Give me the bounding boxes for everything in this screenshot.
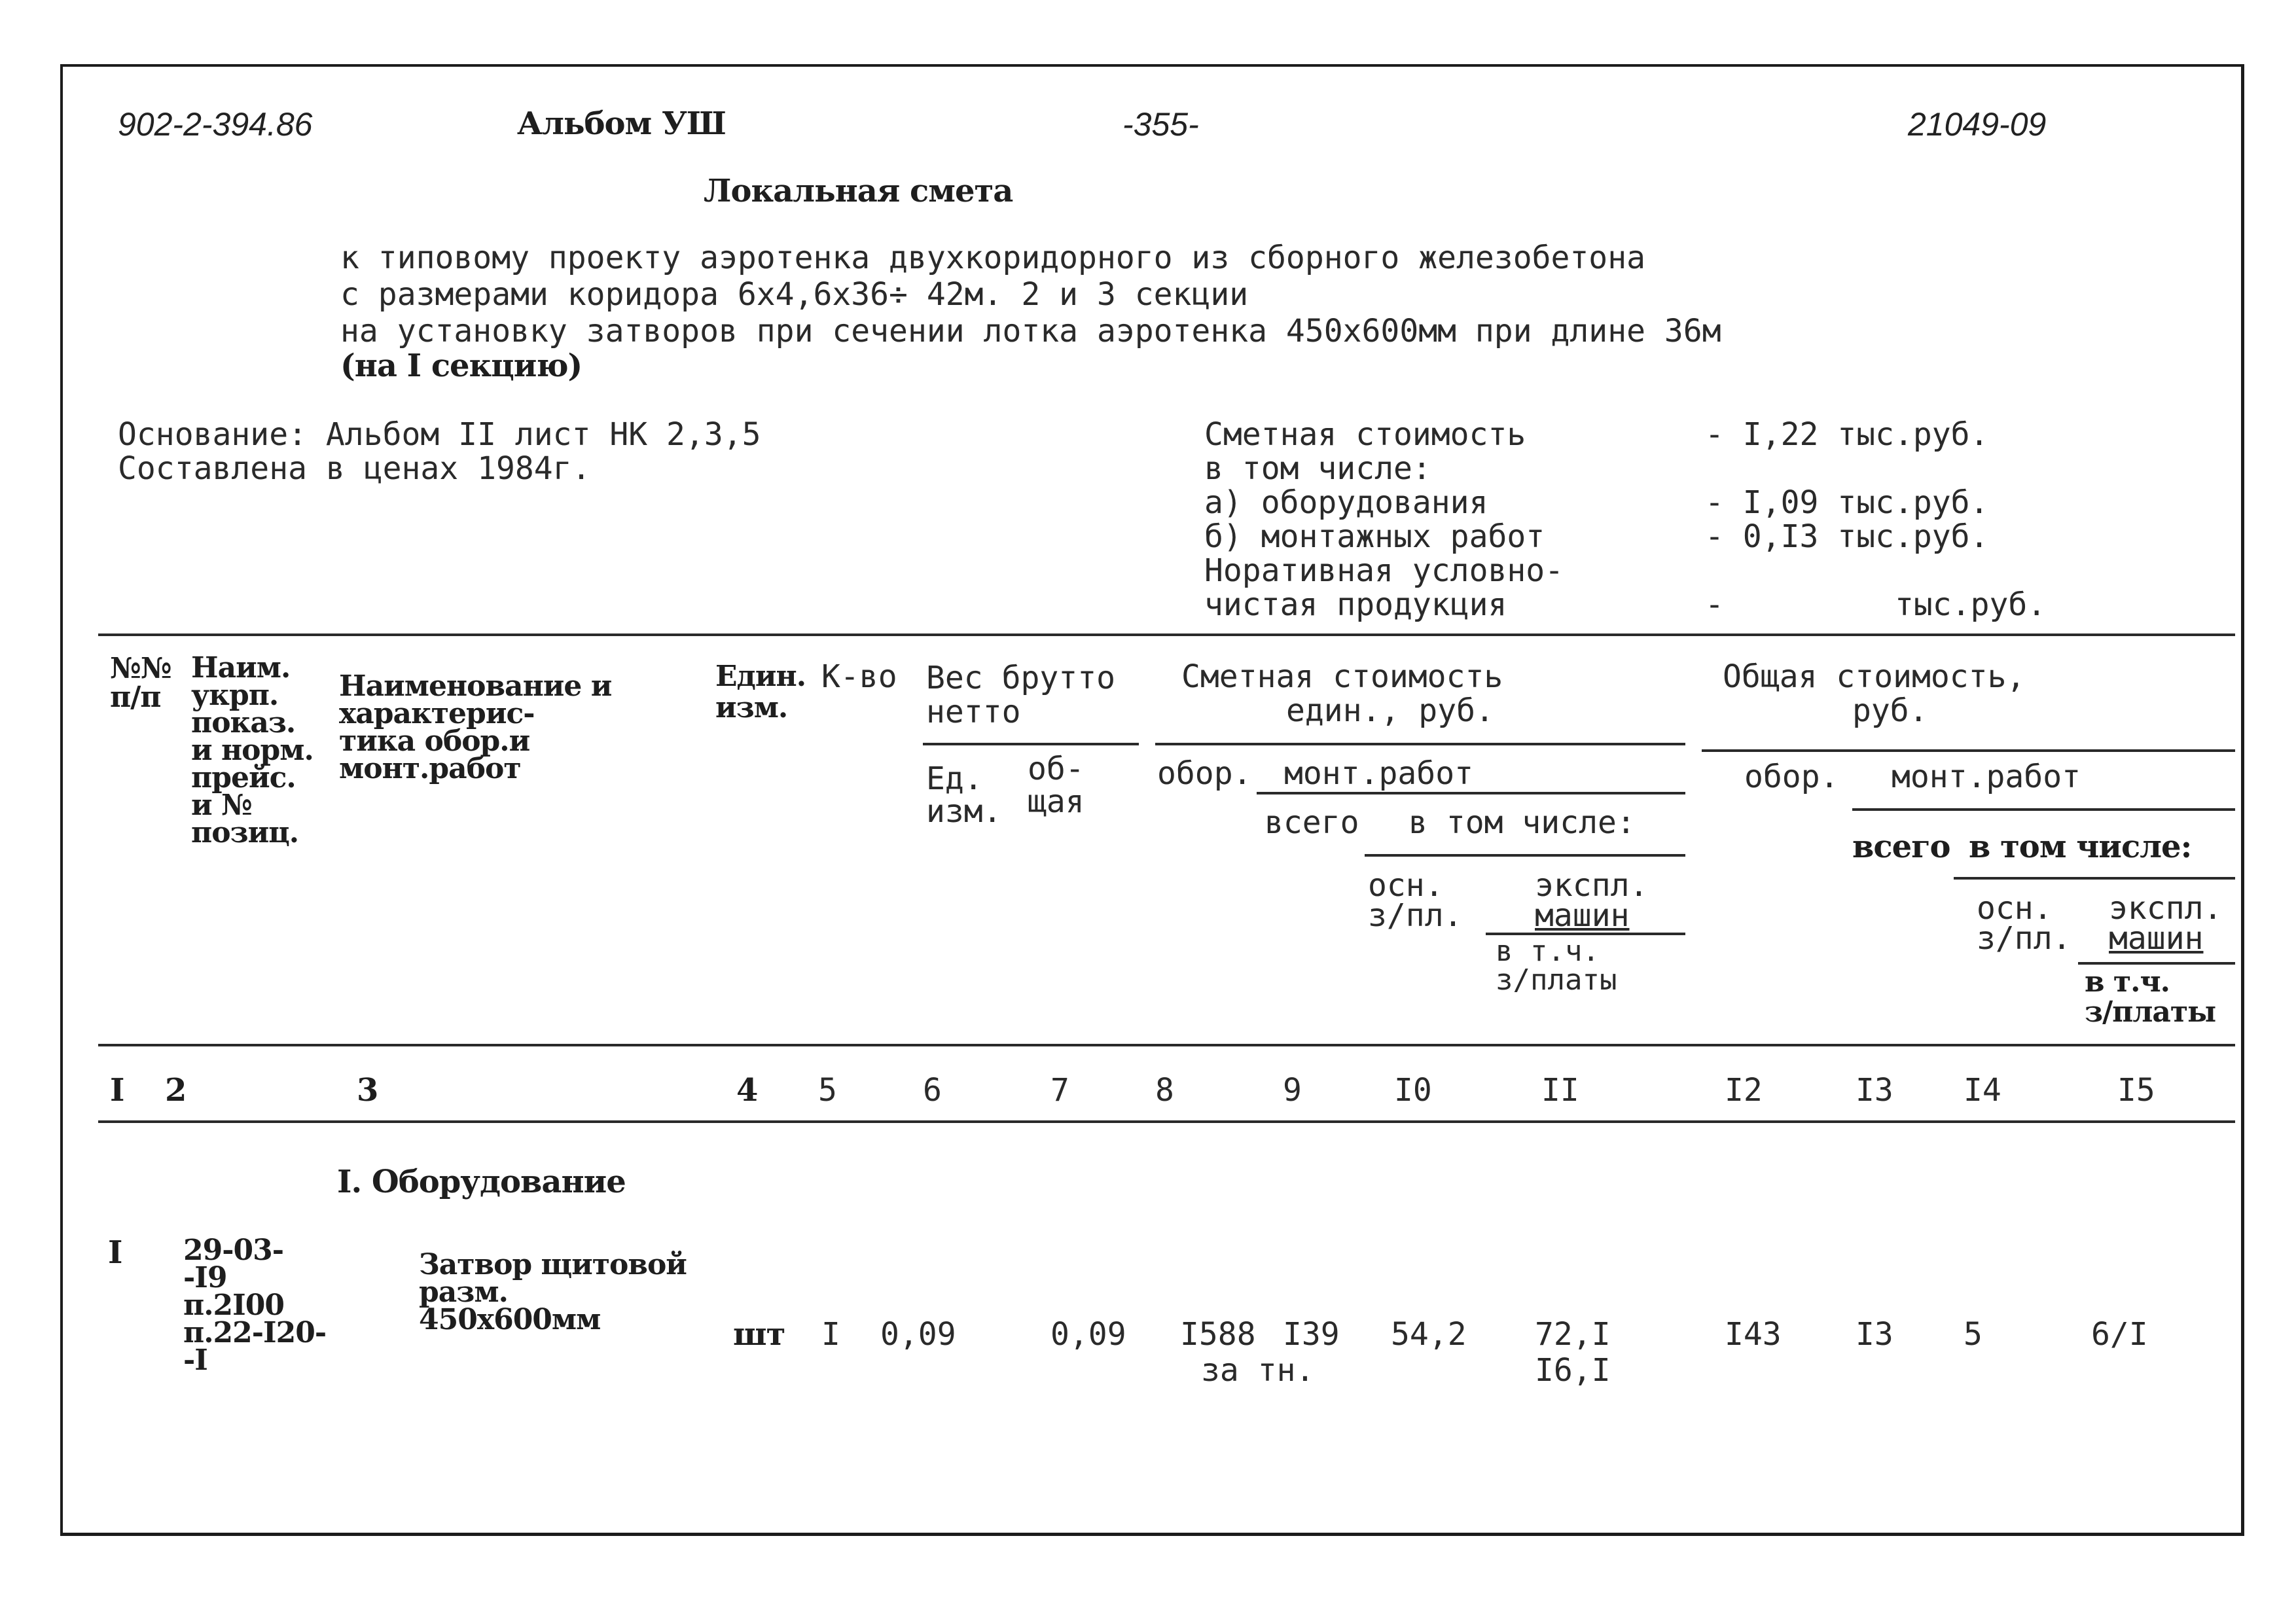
col-num-1: I <box>110 1072 124 1109</box>
row-col-13: I3 <box>1856 1316 1893 1353</box>
cost-incl-label: в том числе: <box>1204 450 1431 487</box>
col-num-2: 2 <box>165 1072 187 1109</box>
col-num-12: I2 <box>1725 1072 1763 1109</box>
normative-unit: тыс.руб. <box>1895 586 2047 623</box>
col-5-header: К-во <box>821 658 897 695</box>
total-cost-group-rule <box>1702 749 2235 752</box>
unit-mont-rule <box>1257 792 1685 794</box>
total-osn-header: осн. з/пл. <box>1977 890 2072 957</box>
unit-cost-header-2: един., руб. <box>1286 692 1494 729</box>
unit-ekspl-header: экспл. машин <box>1535 867 1649 934</box>
total-mont-rule <box>1852 808 2235 811</box>
col-num-6: 6 <box>923 1072 942 1109</box>
title-line-3: на установку затворов при сечении лотка аэротенка 450х600мм при длине 36м <box>340 313 1721 349</box>
unit-vsego-header: всего <box>1265 804 1359 841</box>
col-num-5: 5 <box>818 1072 837 1109</box>
col-num-9: 9 <box>1283 1072 1302 1109</box>
col-2-header: Наим. укрп. показ. и норм. прейс. и № позиц. <box>191 651 314 849</box>
cost-installation-label: б) монтажных работ <box>1204 518 1545 555</box>
total-cost-header-2: руб. <box>1852 692 1928 729</box>
table-top-rule <box>98 633 2235 636</box>
unit-incl-header: в том числе: <box>1408 804 1636 841</box>
col-num-10: I0 <box>1394 1072 1432 1109</box>
unit-incl-rule <box>1365 854 1685 857</box>
row-col-14: 5 <box>1964 1316 1982 1353</box>
normative-dash: - <box>1705 586 1724 623</box>
col-num-8: 8 <box>1155 1072 1174 1109</box>
total-incl-header: в том числе: <box>1969 829 2192 865</box>
normative-label-1: Норативная условно- <box>1204 552 1564 589</box>
total-incl-rule <box>1954 877 2235 880</box>
total-vsego-header: всего <box>1852 829 1950 865</box>
cost-total-value: - I,22 тыс.руб. <box>1705 416 1989 453</box>
col-7-header: об- щая <box>1028 751 1085 820</box>
section-heading: I. Оборудование <box>337 1164 626 1200</box>
row-unit: шт <box>733 1316 785 1353</box>
row-weight-total: 0,09 <box>1050 1316 1126 1353</box>
total-mont-header: монт.работ <box>1892 758 2081 795</box>
basis-line-2: Составлена в ценах 1984г. <box>118 450 591 487</box>
col-num-4: 4 <box>736 1072 758 1109</box>
weight-group-header: Вес брутто нетто <box>926 660 1115 730</box>
col-num-11: II <box>1541 1072 1579 1109</box>
total-ekspl-header: экспл. машин <box>2109 890 2223 957</box>
cost-total-label: Сметная стоимость <box>1204 416 1526 453</box>
basis-line-1: Основание: Альбом II лист НК 2,3,5 <box>118 416 761 453</box>
col-4-header: Един. изм. <box>715 660 806 724</box>
title-line-4: (на I секцию) <box>340 348 583 384</box>
row-weight-unit: 0,09 <box>880 1316 956 1353</box>
unit-mont-header: монт.работ <box>1284 755 1473 792</box>
col-num-15: I5 <box>2117 1072 2155 1109</box>
cost-installation-value: - 0,I3 тыс.руб. <box>1705 518 1989 555</box>
row-col-9: I39 <box>1283 1316 1340 1353</box>
row-col-10: 54,2 <box>1391 1316 1467 1353</box>
header-bottom-rule <box>98 1044 2235 1046</box>
row-col-11-sub: I6,I <box>1535 1352 1611 1389</box>
title-line-1: к типовому проекту аэротенка двухкоридорного из сборного железобетона <box>340 240 1645 276</box>
row-col-8: I588 <box>1180 1316 1256 1353</box>
col-num-7: 7 <box>1050 1072 1069 1109</box>
cost-equipment-label: а) оборудования <box>1204 484 1488 521</box>
unit-osn-header: осн. з/пл. <box>1368 867 1463 934</box>
row-col-8-note: за тн. <box>1201 1352 1315 1389</box>
doc-number: 21049-09 <box>1908 106 2047 143</box>
album-label: Альбом УШ <box>517 105 726 142</box>
col-num-14: I4 <box>1964 1072 2001 1109</box>
column-numbers-rule <box>98 1120 2235 1123</box>
project-code: 902-2-394.86 <box>118 106 313 143</box>
document-title: Локальная смета <box>704 173 1013 209</box>
unit-cost-group-rule <box>1155 743 1685 745</box>
total-vtch-header: в т.ч. з/платы <box>2085 965 2216 1029</box>
page-number: -355- <box>1122 106 1199 143</box>
total-obor-header: обор. <box>1744 758 1839 795</box>
col-num-3: 3 <box>357 1072 378 1109</box>
unit-cost-header-1: Сметная стоимость <box>1181 658 1503 695</box>
row-number: I <box>108 1234 122 1271</box>
row-col-11: 72,I <box>1535 1316 1611 1353</box>
col-num-13: I3 <box>1856 1072 1893 1109</box>
row-norm-code: 29-03- -I9 п.2I00 п.22-I20- -I <box>183 1234 327 1377</box>
col-3-header: Наименование и характерис- тика обор.и монт.работ <box>339 669 612 785</box>
unit-vtch-header: в т.ч. з/платы <box>1496 935 1617 997</box>
row-col-15: 6/I <box>2091 1316 2148 1353</box>
total-ekspl-rule <box>2078 962 2235 965</box>
unit-obor-header: обор. <box>1157 755 1252 792</box>
normative-label-2: чистая продукция <box>1204 586 1507 623</box>
col-1-header: №№ п/п <box>110 652 171 714</box>
weight-group-rule <box>923 743 1139 745</box>
col-6-header: Ед. изм. <box>926 760 1002 830</box>
row-qty: I <box>821 1316 840 1353</box>
title-line-2: с размерами коридора 6х4,6х36÷ 42м. 2 и 3 секции <box>340 276 1249 313</box>
row-col-12: I43 <box>1725 1316 1782 1353</box>
total-cost-header-1: Общая стоимость, <box>1723 658 2026 695</box>
row-item-name: Затвор щитовой разм. 450х600мм <box>419 1248 687 1336</box>
cost-equipment-value: - I,09 тыс.руб. <box>1705 484 1989 521</box>
